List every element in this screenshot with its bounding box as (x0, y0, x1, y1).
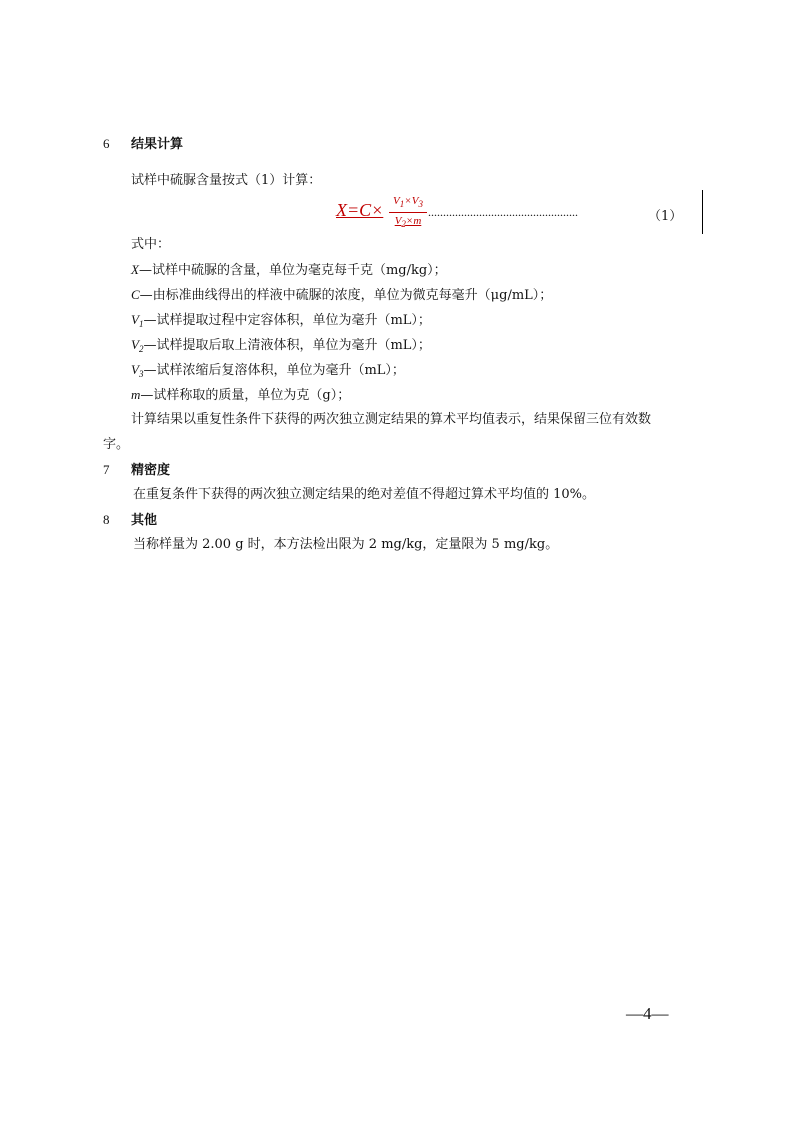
definition-subscript: 2 (138, 344, 144, 354)
formula-number: （1） (648, 209, 683, 224)
section-7-title: 精密度 (131, 463, 171, 478)
section-8-number: 8 (103, 512, 110, 527)
definition-v2 (131, 337, 431, 357)
definition-text: —试样中硫脲的含量，单位为毫克每千克（mg/kg）； (138, 263, 447, 278)
definition-symbol: X (131, 262, 139, 277)
section-6-heading (103, 136, 183, 153)
section-6-number: 6 (103, 136, 110, 151)
precision-text: 在重复条件下获得的两次独立测定结果的绝对差值不得超过算术平均值的 10%。 (133, 487, 596, 502)
section-8-title: 其他 (131, 513, 158, 528)
formula-denominator: $V_2\times m$ (394, 215, 422, 229)
formula-1 (336, 194, 686, 234)
where-label: 式中： (131, 237, 171, 252)
formula-numerator: $V_1\times V_3$ (389, 194, 427, 213)
section-6-title: 结果计算 (131, 137, 184, 152)
definition-c (131, 287, 552, 304)
page-number: —4— (626, 1004, 669, 1023)
definition-m (131, 387, 350, 404)
definition-text: —由标准曲线得出的样液中硫脲的浓度，单位为微克每毫升（μg/mL）； (139, 288, 553, 303)
definition-symbol: V (131, 362, 139, 377)
definition-v1 (131, 312, 431, 332)
other-text: 当称样量为 2.00 g 时，本方法检出限为 2 mg/kg，定量限为 5 mg/kg。 (133, 537, 559, 552)
definition-subscript: 3 (138, 369, 144, 379)
formula-lhs: X=C× (336, 200, 384, 220)
definition-symbol: V (131, 337, 139, 352)
definition-symbol: C (131, 287, 140, 302)
definition-symbol: m (131, 387, 141, 402)
result-paragraph-line-2: 字。 (103, 437, 130, 452)
definition-subscript: 1 (138, 319, 144, 329)
revision-bar (702, 190, 703, 234)
definition-text: —试样提取后取上清液体积，单位为毫升（mL）； (143, 338, 431, 353)
formula-fraction (389, 194, 427, 231)
section-7-heading (103, 462, 170, 479)
definition-text: —试样提取过程中定容体积，单位为毫升（mL）； (143, 313, 431, 328)
result-paragraph-line-1: 计算结果以重复性条件下获得的两次独立测定结果的算术平均值表示，结果保留三位有效数 (131, 412, 652, 427)
formula-leader-dots: .................................................. (428, 205, 578, 219)
formula-intro: 试样中硫脲含量按式（1）计算： (131, 173, 322, 188)
section-8-heading (103, 512, 157, 529)
definition-v3 (131, 362, 405, 382)
definition-text: —试样浓缩后复溶体积，单位为毫升（mL）； (143, 363, 405, 378)
definition-text: —试样称取的质量，单位为克（g）； (140, 388, 351, 403)
definition-symbol: V (131, 312, 139, 327)
definition-x (131, 262, 447, 279)
section-7-number: 7 (103, 462, 110, 477)
